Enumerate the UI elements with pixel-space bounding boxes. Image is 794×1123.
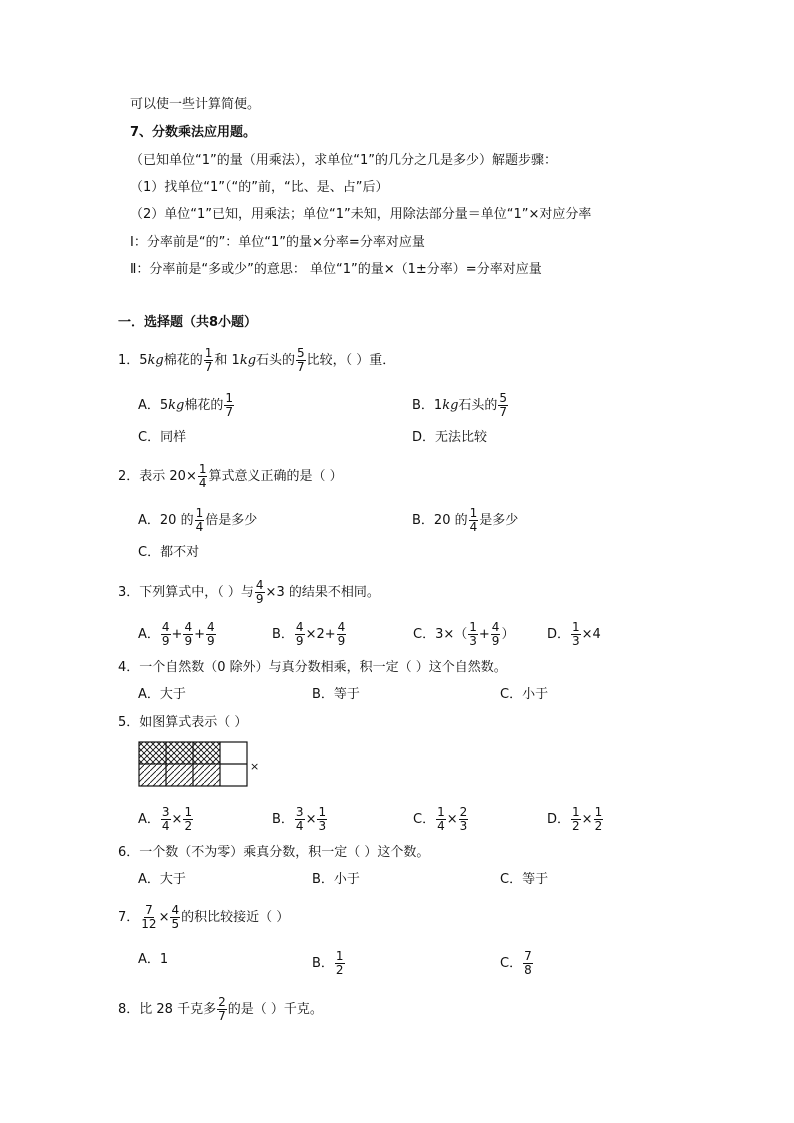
q5-option-b[interactable]: B． $\frac{3}{4}$ × $\frac{1}{3}$ bbox=[272, 805, 327, 833]
q2-option-a[interactable]: A．20 的 $\frac{1}{4}$ 倍是多少 bbox=[138, 506, 258, 534]
q3-option-d[interactable]: D． $\frac{1}{3}$ ×4 bbox=[547, 620, 601, 648]
q3-option-a[interactable]: A． $\frac{4}{9}$ + $\frac{4}{9}$ + $\frac{4}{9}$ bbox=[138, 620, 215, 648]
fraction-1-7: $\frac{1}{7}$ bbox=[204, 346, 213, 374]
q1-option-d[interactable]: D．无法比较 bbox=[412, 430, 488, 445]
section-title: 一．选择题（共8小题） bbox=[118, 315, 258, 330]
fraction-grid-figure bbox=[138, 741, 248, 787]
q1-option-b[interactable]: B．1kg石头的 $\frac{5}{7}$ bbox=[412, 391, 508, 419]
question-5: 5．如图算式表示（ ） bbox=[118, 715, 248, 730]
q3-option-b[interactable]: B． $\frac{4}{9}$ ×2+ $\frac{4}{9}$ bbox=[272, 620, 346, 648]
intro-line-3: （1）找单位“1”（“的”前，“比、是、占”后） bbox=[130, 180, 389, 195]
q4-option-a[interactable]: A．大于 bbox=[138, 687, 186, 702]
q7-option-c[interactable]: C． $\frac{7}{8}$ bbox=[500, 949, 532, 977]
question-6: 6．一个数（不为零）乘真分数，积一定（ ）这个数。 bbox=[118, 845, 430, 860]
intro-line-2: （已知单位“1”的量（用乘法），求单位“1”的几分之几是多少）解题步骤： bbox=[130, 153, 557, 168]
q2-option-b[interactable]: B．20 的 $\frac{1}{4}$ 是多少 bbox=[412, 506, 519, 534]
intro-line-5: Ⅰ：分率前是“的”：单位“1”的量×分率=分率对应量 bbox=[130, 235, 425, 250]
q7-option-b[interactable]: B． $\frac{1}{2}$ bbox=[312, 949, 344, 977]
q2-option-c[interactable]: C．都不对 bbox=[138, 545, 200, 560]
intro-line-6: Ⅱ：分率前是“多或少”的意思： 单位“1”的量×（1±分率）=分率对应量 bbox=[130, 262, 542, 277]
intro-heading-7: 7、分数乘法应用题。 bbox=[130, 125, 257, 140]
question-3: 3．下列算式中，（ ）与 $\frac{4}{9}$ ×3 的结果不相同。 bbox=[118, 578, 380, 606]
intro-line-1: 可以使一些计算简便。 bbox=[130, 97, 261, 112]
q7-option-a[interactable]: A．1 bbox=[138, 952, 169, 967]
question-7: 7． $\frac{7}{12}$ × $\frac{4}{5}$ 的积比较接近（ ） bbox=[118, 903, 290, 931]
q4-option-c[interactable]: C．小于 bbox=[500, 687, 549, 702]
q4-option-b[interactable]: B．等于 bbox=[312, 687, 360, 702]
q5-option-d[interactable]: D． $\frac{1}{2}$ × $\frac{1}{2}$ bbox=[547, 805, 603, 833]
figure-times-sign: × bbox=[250, 760, 260, 773]
q1-option-c[interactable]: C．同样 bbox=[138, 430, 187, 445]
question-4: 4．一个自然数（0 除外）与真分数相乘，积一定（ ）这个自然数。 bbox=[118, 660, 507, 675]
question-1: 1．5kg棉花的 $\frac{1}{7}$ 和 1kg石头的 $\frac{5}{7}$ 比较，（ ）重． bbox=[118, 346, 396, 374]
fraction-5-7: $\frac{5}{7}$ bbox=[297, 346, 305, 374]
q6-option-c[interactable]: C．等于 bbox=[500, 872, 549, 887]
q1-option-a[interactable]: A．5kg棉花的 $\frac{1}{7}$ bbox=[138, 391, 234, 419]
intro-line-4: （2）单位“1”已知，用乘法；单位“1”未知，用除法部分量＝单位“1”×对应分率 bbox=[130, 207, 592, 222]
q5-option-c[interactable]: C． $\frac{1}{4}$ × $\frac{2}{3}$ bbox=[413, 805, 468, 833]
q6-option-b[interactable]: B．小于 bbox=[312, 872, 360, 887]
q3-option-c[interactable]: C．3×（ $\frac{1}{3}$ + $\frac{4}{9}$ ） bbox=[413, 620, 515, 648]
q5-option-a[interactable]: A． $\frac{3}{4}$ × $\frac{1}{2}$ bbox=[138, 805, 193, 833]
grid-hatched-bottom bbox=[139, 764, 220, 786]
q6-option-a[interactable]: A．大于 bbox=[138, 872, 186, 887]
question-8: 8．比 28 千克多 $\frac{2}{7}$ 的是（ ）千克。 bbox=[118, 995, 323, 1023]
question-2: 2．表示 20× $\frac{1}{4}$ 算式意义正确的是（ ） bbox=[118, 462, 343, 490]
